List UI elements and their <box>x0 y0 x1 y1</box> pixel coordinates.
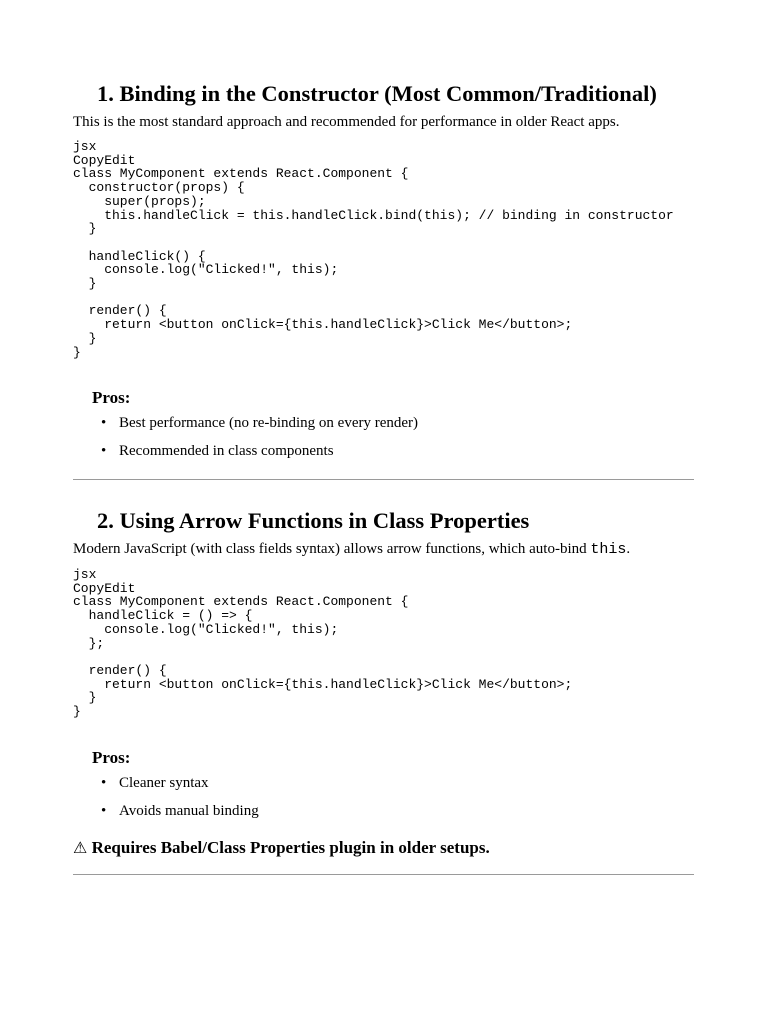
code-block: jsx CopyEdit class MyComponent extends React.Component { constructor(props) { super(props); this.handleClick = this.handleClick.bind(this); // binding in constructor } handleClick() { console.log("Clicked!", this); } render() { return <button onClick={this.handleClick}>Click Me</button>; } } <box>73 139 674 360</box>
babel-warning-note <box>73 838 490 858</box>
warning-text: Requires Babel/Class Properties plugin in older setups. <box>91 838 490 857</box>
section-heading-binding-constructor: 1. Binding in the Constructor (Most Common/Traditional) <box>97 81 657 106</box>
code-block: jsx CopyEdit class MyComponent extends React.Component { handleClick = () => { console.log("Clicked!", this); }; render() { return <button onClick={this.handleClick}>Click Me</button>; } } <box>73 567 573 720</box>
intro-end: . <box>626 541 631 557</box>
section-intro: This is the most standard approach and recommended for performance in older React apps. <box>73 114 620 130</box>
list-item: • Avoids manual binding <box>101 802 259 830</box>
section-heading-arrow-functions: 2. Using Arrow Functions in Class Properties <box>97 508 530 533</box>
pros-heading: Pros: <box>92 388 131 407</box>
list-item: • Recommended in class components <box>101 442 418 470</box>
section-intro <box>73 540 630 559</box>
pros-list <box>101 774 259 830</box>
pros-list <box>101 414 418 470</box>
horizontal-divider <box>73 479 694 480</box>
intro-text: Modern JavaScript (with class fields syntax) allows arrow functions, which auto-bind <box>73 541 591 557</box>
warning-icon: ⚠ <box>73 838 88 857</box>
pros-heading: Pros: <box>92 748 131 767</box>
horizontal-divider <box>73 874 694 875</box>
list-item: • Cleaner syntax <box>101 774 259 802</box>
inline-code: this <box>590 541 627 558</box>
list-item: • Best performance (no re-binding on every render) <box>101 414 418 442</box>
